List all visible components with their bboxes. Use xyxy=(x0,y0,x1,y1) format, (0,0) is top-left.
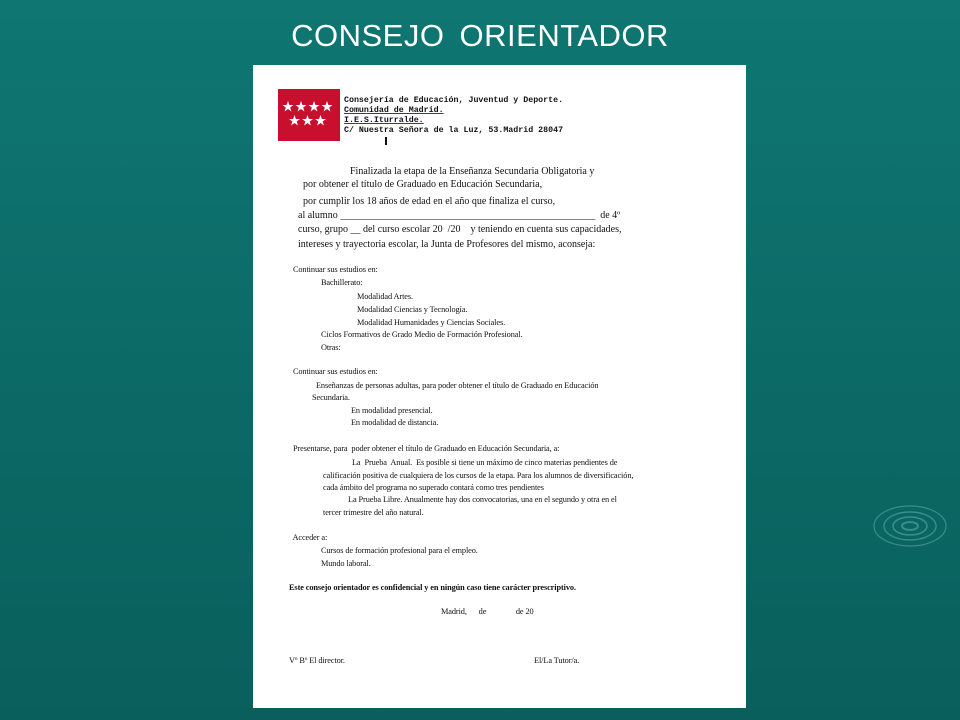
curso-line: curso, grupo __ del curso escolar 20 /20 y teniendo en cuenta sus capacidades, xyxy=(298,224,622,235)
option-18-anos: por cumplir los 18 años de edad en el año que finaliza el curso, xyxy=(298,196,556,207)
section1-title: Continuar sus estudios en: xyxy=(289,265,378,274)
modalidad-artes-item: Modalidad Artes. xyxy=(353,292,413,301)
place-date-line: Madrid, de de 20 xyxy=(441,607,534,616)
comunidad-madrid-flag-logo xyxy=(278,89,340,141)
alumno-line: al alumno ___________________________________________________ de 4º xyxy=(298,210,621,221)
tutor-signature-label: El/La Tutor/a. xyxy=(534,656,580,665)
distancia-item: En modalidad de distancia. xyxy=(347,418,439,427)
prueba-anual-item: La Prueba Anual. Es posible si tiene un máximo de cinco materias pendientes de xyxy=(348,458,618,467)
slide-title: CONSEJO ORIENTADOR xyxy=(291,18,669,53)
seven-stars-icon xyxy=(282,101,336,129)
section3-title: Presentarse, para poder obtener el título de Graduado en Educación Secundaria, a: xyxy=(289,444,560,453)
text-cursor xyxy=(385,137,387,145)
ciclos-formativos-item: Ciclos Formativos de Grado Medio de Formación Profesional. xyxy=(317,330,523,339)
prueba-anual-cont2: cada ámbito del programa no superado contará como tres pendientes xyxy=(323,483,544,492)
document-header xyxy=(344,96,563,136)
prueba-libre-cont: tercer trimestre del año natural. xyxy=(323,508,424,517)
director-signature-label: Vº Bº El director. xyxy=(289,656,345,665)
water-ripple-decoration xyxy=(870,498,950,568)
document-page xyxy=(253,65,746,708)
adultas-item: Enseñanzas de personas adultas, para poder obtener el título de Graduado en Educación xyxy=(312,381,599,390)
confidential-note: Este consejo orientador es confidencial y en ningún caso tiene carácter prescriptivo. xyxy=(289,583,576,592)
cursos-fp-item: Cursos de formación profesional para el empleo. xyxy=(317,546,478,555)
header-line-address: C/ Nuestra Señora de la Luz, 53.Madrid 28047 xyxy=(344,126,564,135)
modalidad-ciencias-item: Modalidad Ciencias y Tecnología. xyxy=(353,305,468,314)
adultas-item-cont: Secundaria. xyxy=(312,393,350,402)
option-graduado: por obtener el título de Graduado en Educación Secundaria, xyxy=(298,179,543,190)
header-line-consejeria: Consejería de Educación, Juventud y Deporte. xyxy=(344,96,564,105)
presencial-item: En modalidad presencial. xyxy=(347,406,433,415)
header-line-ies: I.E.S.Iturralde. xyxy=(344,116,424,125)
section4-title: Acceder a: xyxy=(289,533,328,542)
mundo-laboral-item: Mundo laboral. xyxy=(317,559,371,568)
otras-item: Otras: xyxy=(317,343,341,352)
intereses-line: intereses y trayectoria escolar, la Junta de Profesores del mismo, aconseja: xyxy=(298,239,596,250)
intro-line: Finalizada la etapa de la Enseñanza Secundaria Obligatoria y xyxy=(350,166,595,177)
header-line-comunidad: Comunidad de Madrid. xyxy=(344,106,444,115)
bachillerato-item: Bachillerato: xyxy=(317,278,363,287)
prueba-anual-cont1: calificación positiva de cualquiera de los cursos de la etapa. Para los alumnos de diversificación, xyxy=(323,471,634,480)
section2-title: Continuar sus estudios en: xyxy=(289,367,378,376)
prueba-libre-item: La Prueba Libre. Anualmente hay dos convocatorias, una en el segundo y otra en el xyxy=(348,495,617,504)
modalidad-humanidades-item: Modalidad Humanidades y Ciencias Sociales. xyxy=(353,318,506,327)
